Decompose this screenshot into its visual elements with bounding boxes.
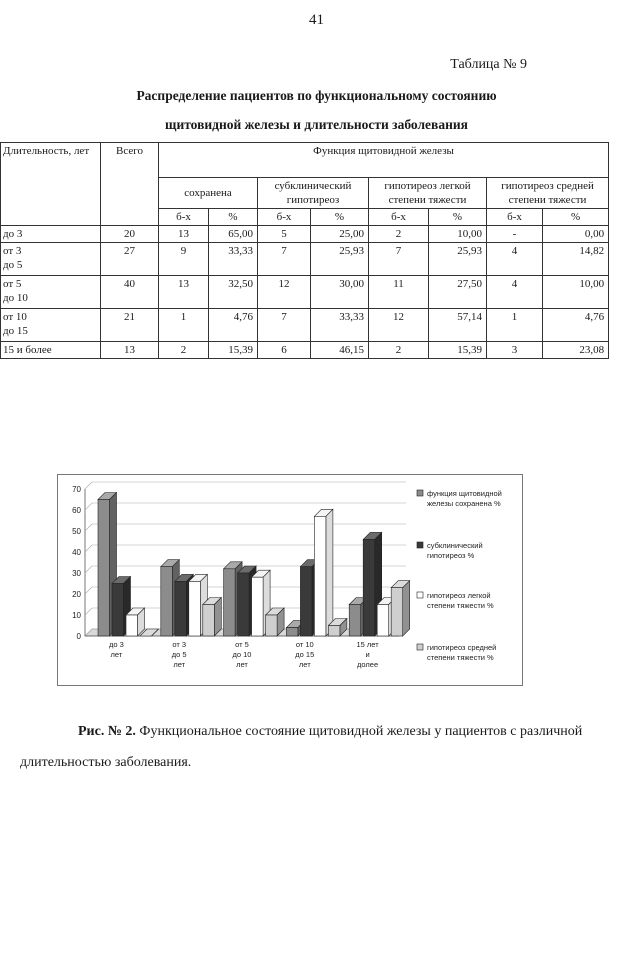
bar (300, 567, 312, 636)
x-tick-label: и (365, 650, 370, 659)
y-tick-label: 60 (72, 506, 81, 515)
count-cell: 7 (369, 243, 429, 276)
count-cell: 11 (369, 276, 429, 309)
duration-cell (1, 342, 101, 359)
table-row (1, 226, 609, 243)
percent-cell: 30,00 (311, 276, 369, 309)
chart-figure (57, 474, 523, 691)
count-cell: 4 (487, 243, 543, 276)
header-duration: Длительность, лет (1, 143, 101, 226)
bar (266, 615, 278, 636)
table-row (1, 342, 609, 359)
total-cell: 40 (101, 276, 159, 309)
table-row (1, 276, 609, 309)
duration-line: до 15 (3, 325, 28, 337)
count-cell: 4 (487, 276, 543, 309)
percent-cell: 15,39 (209, 342, 258, 359)
count-cell: 2 (369, 226, 429, 243)
count-cell: 13 (159, 276, 209, 309)
duration-line: до 5 (3, 259, 23, 271)
y-tick-label: 0 (76, 632, 81, 641)
x-tick-label: лет (173, 660, 186, 669)
total-cell: 27 (101, 243, 159, 276)
percent-cell: 10,00 (429, 226, 487, 243)
x-tick-label: 15 лет (356, 640, 379, 649)
duration-line: до 3 (3, 228, 23, 240)
count-cell: 12 (258, 276, 311, 309)
bar (224, 569, 236, 636)
subheader-cell: % (543, 209, 609, 226)
subheader-cell: б-х (487, 209, 543, 226)
duration-line: от 5 (3, 278, 22, 290)
legend-label: гипотиреоз % (427, 551, 475, 560)
x-tick-label: лет (110, 650, 123, 659)
duration-line: от 3 (3, 245, 22, 257)
subheader-cell: % (429, 209, 487, 226)
bar (349, 605, 361, 637)
header-group-subclinical: субклинический гипотиреоз (258, 178, 369, 209)
bar (98, 500, 110, 637)
bar (161, 567, 173, 636)
y-tick-label: 20 (72, 590, 81, 599)
header-total: Всего (101, 143, 159, 226)
count-cell: 2 (369, 342, 429, 359)
legend-label: гипотиреоз легкой (427, 591, 491, 600)
legend-label: гипотиреоз средней (427, 643, 497, 652)
percent-cell: 32,50 (209, 276, 258, 309)
x-tick-label: от 5 (235, 640, 249, 649)
table-row (1, 309, 609, 342)
y-tick-label: 30 (72, 569, 81, 578)
x-tick-label: до 15 (295, 650, 315, 659)
x-tick-label: от 10 (295, 640, 314, 649)
y-tick-label: 40 (72, 548, 81, 557)
data-table (0, 142, 609, 359)
subheader-cell: б-х (369, 209, 429, 226)
bar-side (326, 509, 333, 636)
duration-cell (1, 243, 101, 276)
total-cell: 21 (101, 309, 159, 342)
table-title-line-1: Распределение пациентов по функциональному состоянию (136, 88, 497, 103)
percent-cell: 10,00 (543, 276, 609, 309)
count-cell: 1 (487, 309, 543, 342)
duration-cell (1, 276, 101, 309)
percent-cell: 46,15 (311, 342, 369, 359)
bar (203, 605, 215, 637)
percent-cell: 25,93 (311, 243, 369, 276)
percent-cell: 65,00 (209, 226, 258, 243)
percent-cell: 33,33 (209, 243, 258, 276)
header-group-preserved: сохранена (159, 178, 258, 209)
legend-swatch (417, 542, 423, 548)
percent-cell: 0,00 (543, 226, 609, 243)
caption-text: Функциональное состояние щитовидной железы у пациентов с различной длительностью заболевания. (20, 724, 583, 770)
y-tick-label: 50 (72, 527, 81, 536)
bar (112, 584, 124, 637)
total-cell: 13 (101, 342, 159, 359)
legend-label: функция щитовидной (427, 489, 502, 498)
total-cell: 20 (101, 226, 159, 243)
count-cell: 3 (487, 342, 543, 359)
percent-cell: 4,76 (209, 309, 258, 342)
percent-cell: 27,50 (429, 276, 487, 309)
count-cell: 2 (159, 342, 209, 359)
caption-label: Рис. № 2. (78, 724, 136, 739)
bar-side (214, 598, 221, 637)
count-cell: - (487, 226, 543, 243)
count-cell: 5 (258, 226, 311, 243)
bar (175, 581, 187, 636)
bar (126, 615, 138, 636)
subheader-cell: б-х (159, 209, 209, 226)
legend-label: железы сохранена % (427, 499, 501, 508)
header-group-moderate: гипотиреоз средней степени тяжести (487, 178, 609, 209)
duration-line: 15 и более (3, 344, 52, 356)
x-tick-label: лет (236, 660, 248, 669)
duration-line: от 10 (3, 311, 27, 323)
bar-side (403, 581, 410, 636)
bar-chart (57, 474, 523, 686)
percent-cell: 33,33 (311, 309, 369, 342)
table-label: Таблица № 9 (450, 57, 527, 72)
percent-cell: 25,93 (429, 243, 487, 276)
count-cell: 7 (258, 309, 311, 342)
y-tick-label: 70 (72, 485, 81, 494)
x-tick-label: лет (298, 660, 311, 669)
x-tick-label: до 10 (232, 650, 252, 659)
legend-label: степени тяжести % (427, 601, 494, 610)
legend-swatch (417, 644, 423, 650)
bar (363, 539, 375, 636)
bar (314, 516, 326, 636)
count-cell: 6 (258, 342, 311, 359)
bar (328, 626, 340, 637)
bar (391, 588, 403, 636)
bar (377, 605, 389, 637)
legend-label: степени тяжести % (427, 653, 494, 662)
count-cell: 1 (159, 309, 209, 342)
table-title-line-2: щитовидной железы и длительности заболевания (165, 117, 468, 132)
count-cell: 7 (258, 243, 311, 276)
count-cell: 9 (159, 243, 209, 276)
x-tick-label: до 5 (171, 650, 187, 659)
percent-cell: 14,82 (543, 243, 609, 276)
page-number: 41 (309, 12, 324, 28)
subheader-cell: % (311, 209, 369, 226)
y-tick-label: 10 (72, 611, 81, 620)
x-tick-label: до 3 (108, 640, 124, 649)
percent-cell: 4,76 (543, 309, 609, 342)
x-tick-label: от 3 (172, 640, 187, 649)
legend-swatch (417, 592, 423, 598)
subheader-cell: % (209, 209, 258, 226)
bar (238, 573, 250, 636)
table-row (1, 243, 609, 276)
bar (286, 628, 298, 636)
duration-cell (1, 309, 101, 342)
legend-swatch (417, 490, 423, 496)
percent-cell: 23,08 (543, 342, 609, 359)
figure-caption (20, 716, 610, 778)
duration-cell (1, 226, 101, 243)
header-function: Функция щитовидной железы (159, 143, 609, 178)
percent-cell: 15,39 (429, 342, 487, 359)
duration-line: до 10 (3, 292, 28, 304)
bar (252, 577, 264, 636)
legend-label: субклинический (427, 541, 483, 550)
bar (189, 581, 201, 636)
subheader-cell: б-х (258, 209, 311, 226)
percent-cell: 57,14 (429, 309, 487, 342)
count-cell: 12 (369, 309, 429, 342)
header-group-mild: гипотиреоз легкой степени тяжести (369, 178, 487, 209)
percent-cell: 25,00 (311, 226, 369, 243)
count-cell: 13 (159, 226, 209, 243)
x-tick-label: долее (357, 660, 379, 669)
